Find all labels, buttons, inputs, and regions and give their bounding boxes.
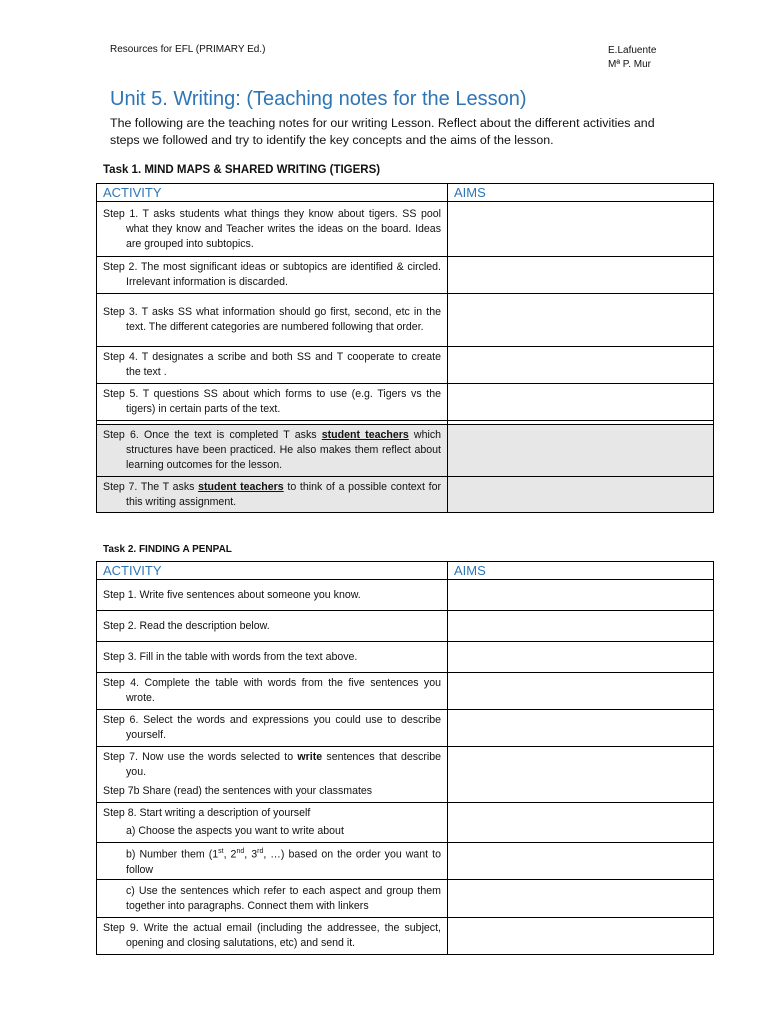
table-row xyxy=(97,642,714,673)
step-text: Step 6. Once the text is completed T asks student teachers which structures have been practiced. He also makes them reflect about learning outcomes for the lesson. xyxy=(103,429,442,471)
emphasis-text: student teachers xyxy=(198,480,284,493)
task1-title: Task 1. MIND MAPS & SHARED WRITING (TIGERS) xyxy=(103,164,381,176)
table-row xyxy=(97,747,714,803)
aims-cell[interactable] xyxy=(448,384,714,421)
table-row xyxy=(97,294,714,347)
table-row xyxy=(97,425,714,477)
header-right xyxy=(608,44,656,72)
activity-header: ACTIVITY xyxy=(97,562,448,580)
emphasis-text: student teachers xyxy=(321,429,409,441)
step-text: a) Choose the aspects you want to write about xyxy=(126,825,344,837)
table-header-row xyxy=(97,184,714,202)
table-row xyxy=(97,918,714,955)
intro-paragraph: The following are the teaching notes for our writing Lesson. Reflect about the different activities and steps we followed and try to identify the key concepts and the aims of the lesson. xyxy=(110,116,655,147)
step-text: Step 7. Now use the words selected to write sentences that describe you. xyxy=(103,751,441,778)
step-text: Step 2. Read the description below. xyxy=(103,619,270,632)
step-text: Step 9. Write the actual email (including the addressee, the subject, opening and closing salutations, etc) and send it. xyxy=(103,922,441,949)
step-text: Step 7. The T asks student teachers to think of a possible context for this writing assignment. xyxy=(103,480,441,508)
task2-title: Task 2. FINDING A PENPAL xyxy=(103,544,232,555)
step-text: Step 5. T questions SS about which forms to use (e.g. Tigers vs the tigers) in certain parts of the text. xyxy=(103,388,441,415)
aims-cell[interactable] xyxy=(448,642,714,673)
step-text: Step 3. T asks SS what information should go first, second, etc in the text. The different categories are numbered following that order. xyxy=(103,306,441,333)
table-row xyxy=(97,843,714,880)
aims-cell[interactable] xyxy=(448,347,714,384)
task1-table xyxy=(96,183,714,513)
aims-cell[interactable] xyxy=(448,611,714,642)
aims-cell[interactable] xyxy=(448,425,714,477)
step-text: Step 8. Start writing a description of yourself xyxy=(103,807,311,819)
activity-header: ACTIVITY xyxy=(97,184,448,202)
step-text: c) Use the sentences which refer to each aspect and group them together into paragraphs. Connect them with linkers xyxy=(126,884,441,912)
aims-cell[interactable] xyxy=(448,710,714,747)
aims-header: AIMS xyxy=(448,562,714,580)
table-row xyxy=(97,580,714,611)
step-text: Step 1. T asks students what things they know about tigers. SS pool what they know and Teacher writes the ideas on the board. Ideas are grouped into subtopics. xyxy=(103,207,441,250)
step-text: Step 2. The most significant ideas or subtopics are identified & circled. Irrelevant information is discarded. xyxy=(103,261,441,288)
table-row xyxy=(97,384,714,421)
aims-cell[interactable] xyxy=(448,202,714,257)
table-row xyxy=(97,202,714,257)
table-row xyxy=(97,257,714,294)
aims-cell[interactable] xyxy=(448,803,714,843)
table-row xyxy=(97,477,714,513)
aims-cell[interactable] xyxy=(448,673,714,710)
table-row xyxy=(97,611,714,642)
table-row xyxy=(97,710,714,747)
step-text: b) Number them (1st, 2nd, 3rd, …) based on the order you want to follow xyxy=(126,848,441,876)
step-text: Step 1. Write five sentences about someone you know. xyxy=(103,588,361,601)
author-1: E.Lafuente xyxy=(608,45,657,56)
aims-cell[interactable] xyxy=(448,843,714,880)
aims-cell[interactable] xyxy=(448,257,714,294)
step-text: Step 3. Fill in the table with words from the text above. xyxy=(103,650,358,663)
step-text: Step 4. Complete the table with words from the five sentences you wrote. xyxy=(103,677,441,704)
author-2: Mª P. Mur xyxy=(608,59,651,70)
aims-cell[interactable] xyxy=(448,477,714,513)
table-row xyxy=(97,803,714,843)
table-row xyxy=(97,673,714,710)
table-row xyxy=(97,880,714,918)
table-header-row xyxy=(97,562,714,580)
step-text: Step 4. T designates a scribe and both SS and T cooperate to create the text . xyxy=(103,351,441,378)
task2-table xyxy=(96,561,714,955)
table-row xyxy=(97,347,714,384)
aims-header: AIMS xyxy=(448,184,714,202)
aims-cell[interactable] xyxy=(448,294,714,347)
aims-cell[interactable] xyxy=(448,747,714,803)
header-left: Resources for EFL (PRIMARY Ed.) xyxy=(110,44,266,55)
step-text: Step 7b Share (read) the sentences with your classmates xyxy=(103,785,373,797)
aims-cell[interactable] xyxy=(448,580,714,611)
emphasis-text: write xyxy=(297,751,323,763)
step-text: Step 6. Select the words and expressions you could use to describe yourself. xyxy=(103,714,441,741)
aims-cell[interactable] xyxy=(448,918,714,955)
aims-cell[interactable] xyxy=(448,880,714,918)
page-title: Unit 5. Writing: (Teaching notes for the Lesson) xyxy=(110,88,527,110)
